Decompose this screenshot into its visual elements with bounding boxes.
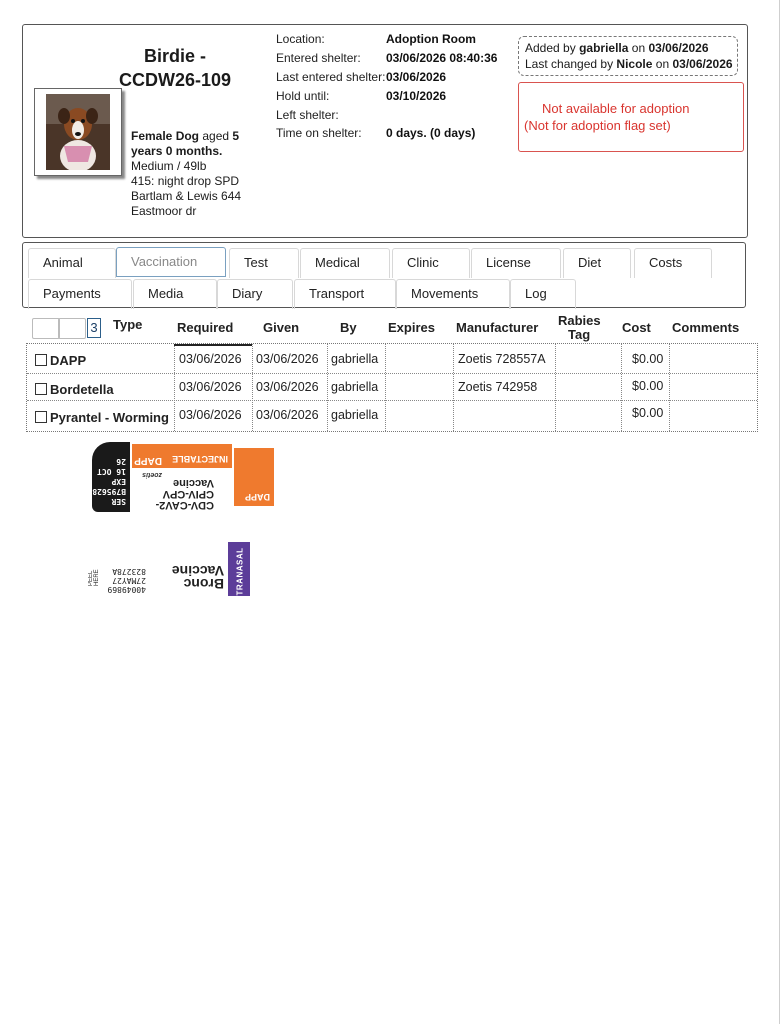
alert-line2: (Not for adoption flag set): [524, 118, 671, 133]
exp-value: 16 OCT 26: [97, 457, 126, 476]
added-by-line: [525, 41, 709, 55]
changed-by-label: Last changed by: [525, 57, 614, 71]
tab-license[interactable]: License: [471, 248, 561, 278]
animal-note-line1: 415: night drop SPD: [131, 174, 240, 188]
by-cell: gabriella: [331, 380, 379, 394]
table-row[interactable]: [26, 373, 756, 400]
header-type[interactable]: Type: [113, 317, 143, 332]
changed-by-line: [525, 57, 733, 71]
bronc-vaccine-sticker: [78, 540, 250, 596]
cost-cell: $0.00: [632, 352, 664, 366]
added-on-label: on: [631, 41, 646, 55]
tab-costs[interactable]: Costs: [634, 248, 712, 278]
header-given[interactable]: Given: [263, 320, 300, 335]
changed-by-user: Nicole: [616, 57, 653, 71]
tab-payments[interactable]: Payments: [28, 279, 132, 309]
animal-summary-line1: [131, 129, 239, 143]
time-on-shelter-label: Time on shelter:: [276, 126, 362, 140]
tab-medical[interactable]: Medical: [300, 248, 390, 278]
animal-note-line2: Bartlam & Lewis 644: [131, 189, 242, 203]
bronc-product: Bronc: [183, 576, 224, 592]
header-rabies[interactable]: Rabies: [558, 313, 601, 328]
dapp-vaccine-sticker: [92, 438, 274, 514]
table-row[interactable]: [26, 344, 756, 373]
tab-diet[interactable]: Diet: [563, 248, 631, 278]
audit-box: [518, 36, 738, 76]
cost-cell: $0.00: [632, 379, 664, 393]
header-expires[interactable]: Expires: [388, 320, 435, 335]
vaccine-line3: CDV-CAV2-: [155, 499, 214, 511]
tab-animal[interactable]: Animal: [28, 248, 116, 278]
by-cell: gabriella: [331, 408, 379, 422]
changed-on-label: on: [655, 57, 670, 71]
select-all-toggle[interactable]: [32, 318, 60, 339]
required-cell: 03/06/2026: [179, 380, 242, 394]
animal-size-weight: Medium / 49lb: [131, 159, 207, 173]
tab-transport[interactable]: Transport: [294, 279, 396, 309]
header-tag[interactable]: Tag: [568, 327, 591, 342]
animal-note-line3: Eastmoor dr: [131, 204, 197, 218]
row-count-badge: 3: [87, 318, 101, 338]
sticker-brand: zoetis: [142, 471, 162, 478]
last-entered-value: 03/06/2026: [386, 70, 447, 84]
tab-diary[interactable]: Diary: [217, 279, 293, 309]
hold-until-label: Hold until:: [276, 89, 330, 103]
location-label: Location:: [276, 32, 325, 46]
animal-age-rest: years 0 months.: [131, 144, 223, 158]
bronc-vaccine-label: Vaccine: [171, 563, 224, 579]
sticker-product: DAPP: [134, 455, 162, 466]
last-entered-label: Last entered shelter:: [276, 70, 386, 84]
header-required[interactable]: Required: [177, 320, 234, 335]
sticker-form: INJECTABLE: [172, 454, 228, 464]
required-cell: 03/06/2026: [179, 408, 242, 422]
given-cell: 03/06/2026: [256, 380, 319, 394]
exp-label: EXP: [111, 477, 126, 486]
time-on-shelter-value: 0 days. (0 days): [386, 126, 476, 140]
animal-photo[interactable]: [46, 94, 110, 170]
animal-age-years: 5: [232, 129, 240, 143]
header-comments[interactable]: Comments: [672, 320, 740, 335]
tab-test[interactable]: Test: [229, 248, 299, 278]
type-cell: [35, 353, 86, 368]
tab-movements[interactable]: Movements: [396, 279, 510, 309]
adoption-alert-box: [518, 82, 744, 152]
location-value[interactable]: Adoption Room: [386, 32, 476, 46]
by-cell: gabriella: [331, 352, 379, 366]
manufacturer-cell: Zoetis 728557A: [458, 352, 546, 366]
bronc-lot3: 40049869: [107, 585, 146, 594]
header-cost[interactable]: Cost: [622, 320, 651, 335]
bronc-lot2: 27MAY27: [112, 576, 146, 585]
filter-toggle[interactable]: [58, 318, 86, 339]
bronc-lot1: 823278A: [112, 567, 146, 576]
row-checkbox[interactable]: [35, 383, 47, 395]
animal-aged-label: aged: [202, 129, 230, 143]
changed-date: 03/06/2026: [672, 57, 733, 71]
given-cell: 03/06/2026: [256, 352, 319, 366]
manufacturer-cell: Zoetis 742958: [458, 380, 538, 394]
alert-line1: Not available for adoption: [542, 101, 690, 116]
sticker-product-side: DAPP: [244, 492, 270, 502]
header-manufacturer[interactable]: Manufacturer: [456, 320, 539, 335]
table-row[interactable]: [26, 400, 756, 430]
tab-vaccination[interactable]: Vaccination: [116, 247, 226, 277]
row-checkbox[interactable]: [35, 354, 47, 366]
ser-label: SER: [111, 497, 126, 506]
cost-cell: $0.00: [632, 406, 664, 420]
tab-clinic[interactable]: Clinic: [392, 248, 470, 278]
type-cell: [35, 382, 114, 397]
animal-name: Birdie -: [143, 46, 206, 66]
left-shelter-label: Left shelter:: [276, 108, 339, 122]
entered-shelter-label: Entered shelter:: [276, 51, 361, 65]
peel-here-label: PEEL HERE: [88, 569, 100, 586]
entered-shelter-value: 03/06/2026 08:40:36: [386, 51, 498, 65]
added-by-label: Added by: [525, 41, 576, 55]
ser-value: B795628: [92, 487, 126, 496]
added-date: 03/06/2026: [648, 41, 709, 55]
header-by[interactable]: By: [340, 320, 357, 335]
animal-code: CCDW26-109: [118, 70, 232, 90]
given-cell: 03/06/2026: [256, 408, 319, 422]
tab-media[interactable]: Media: [133, 279, 217, 309]
added-by-user: gabriella: [579, 41, 629, 55]
dog-photo-image: [46, 94, 110, 170]
tab-log[interactable]: Log: [510, 279, 576, 309]
scan-edge: [779, 0, 780, 1024]
vaccine-line2: CPIV-CPV: [162, 488, 214, 500]
vaccine-type: Bordetella: [50, 382, 114, 397]
animal-sex-species: Female Dog: [131, 129, 200, 143]
vaccine-type: Pyrantel - Worming: [50, 410, 169, 425]
vaccine-type: DAPP: [50, 353, 87, 368]
sticker-route: TRANASAL: [235, 547, 245, 596]
type-cell: [35, 410, 169, 425]
row-checkbox[interactable]: [35, 411, 47, 423]
required-cell: 03/06/2026: [179, 352, 242, 366]
vaccine-line1: Vaccine: [173, 477, 214, 489]
hold-until-value: 03/10/2026: [386, 89, 447, 103]
